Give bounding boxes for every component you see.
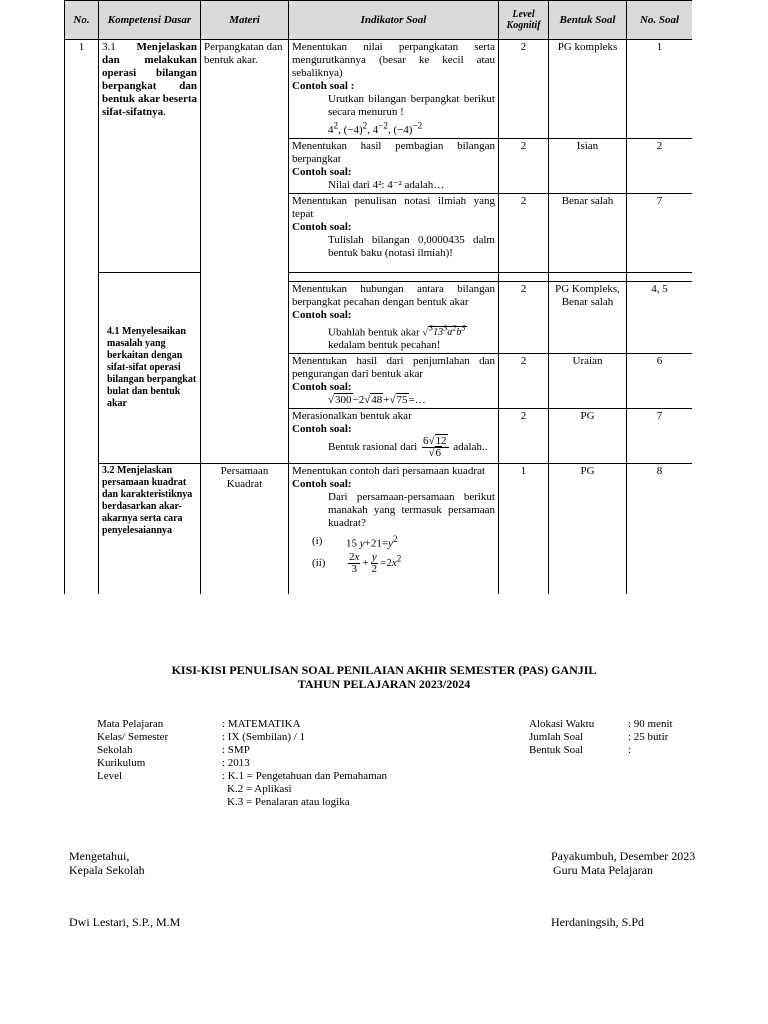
indikator-2: Menentukan hasil pembagian bilangan berpangkat [292,140,495,165]
kd-4-1-cell [99,273,201,464]
nosoal-2: 2 [627,139,693,194]
table-header-row [65,1,693,40]
signature-right-line-2: Guru Mata Pelajaran [553,863,653,877]
signature-left-line-2: Kepala Sekolah [69,863,145,877]
bentuk-2: Isian [549,139,627,194]
soal-6-pre: Bentuk rasional dari [328,441,418,454]
level-7: 1 [499,464,549,594]
contoh-soal-label-4: Contoh soal: [292,309,352,321]
level-1: 2 [499,40,549,139]
option-1-label: (i) [312,534,323,547]
materi-1: Perpangkatan dan bentuk akar. [204,41,283,66]
info-label: Jumlah Soal [529,731,584,743]
signature-right-line-1: Payakumbuh, Desember 2023 [551,849,696,863]
kd-4-1: 4.1 Menyelesaikan masalah yang berkaitan dengan sifat-sifat operasi bilangan berpangkat bulat dan bentuk akar [107,326,197,410]
spacer-cell [549,273,627,282]
materi-1-cell [201,40,289,464]
contoh-soal-label-2: Contoh soal: [292,166,352,178]
document-title-line-1: KISI-KISI PENULISAN SOAL PENILAIAN AKHIR SEMESTER (PAS) GANJIL [171,663,597,677]
header-materi: Materi [201,1,289,40]
soal-7-option-2 [312,552,495,574]
signature-left-line-1: Mengetahui, [69,849,130,863]
soal-4-pre: Ubahlah bentuk akar [328,326,420,339]
soal-1-text: Urutkan bilangan berpangkat berikut secara menurun ! [328,93,495,118]
bentuk-5: Uraian [549,354,627,409]
indikator-cell-4 [289,282,499,354]
signature-left-block [69,849,145,877]
kd-3-2-cell [99,464,201,594]
info-label: Level [97,770,123,782]
info-label: Sekolah [97,744,133,756]
kd-3-1-number: 3.1 [102,41,116,53]
header-kompetensi-dasar: Kompetensi Dasar [99,1,201,40]
indikator-5: Menentukan hasil dari penjumlahan dan pengurangan dari bentuk akar [292,355,495,381]
table-row [65,40,693,139]
nosoal-6: 7 [627,409,693,464]
info-label: Kelas/ Semester [97,731,169,743]
indikator-cell-3 [289,194,499,273]
signature-right-block [551,849,695,877]
indikator-6: Merasionalkan bentuk akar [292,410,412,423]
nosoal-3: 7 [627,194,693,273]
bentuk-1: PG kompleks [549,40,627,139]
soal-1-math: $4^2$, $(-4)^2$, $4^{-2}$, $(-4)^{-2}$ [328,120,423,136]
info-value: : 90 menit [628,718,673,730]
info-label: Bentuk Soal [529,744,584,756]
info-value: : IX (Sembilan) / 1 [222,731,306,743]
indikator-3: Menentukan penulisan notasi ilmiah yang tepat [292,195,495,220]
soal-4 [292,322,495,352]
soal-4-post: kedalam bentuk pecahan! [328,339,441,352]
kisi-kisi-table-wrapper [64,0,692,594]
nosoal-5: 6 [627,354,693,409]
table-row [65,464,693,594]
indikator-cell-5 [289,354,499,409]
option-1-math: 15 $y+21=y^2$ [346,533,398,550]
info-left-labels [97,718,168,783]
nosoal-1: 1 [627,40,693,139]
row-number: 1 [65,40,99,595]
info-value: : K.1 = Pengetahuan dan Pemahaman [222,770,388,782]
kisi-kisi-table [64,0,692,594]
level-6: 2 [499,409,549,464]
contoh-soal-label-6: Contoh soal: [292,423,352,436]
soal-6-fraction: $\frac{6√12}{√6}$ [422,435,447,460]
kd-3-1-text: Menjelaskan dan melakukan operasi bilangan berpangkat dan bentuk akar beserta sifat-sifatnya [102,41,197,118]
nosoal-7: 8 [627,464,693,594]
info-value: : [628,744,632,756]
table-spacer-row [65,273,693,282]
document-title-line-2: TAHUN PELAJARAN 2023/2024 [297,677,471,691]
level-5: 2 [499,354,549,409]
header-bentuk-soal: Bentuk Soal [549,1,627,40]
contoh-soal-label-7: Contoh soal: [292,478,352,491]
spacer-cell [289,273,499,282]
bentuk-4: PG Kompleks, Benar salah [549,282,627,354]
indikator-cell-6 [289,409,499,464]
materi-2: Persamaan Kuadrat [201,464,289,594]
kd-3-2-text: Menjelaskan persamaan kuadrat dan karakteristiknya berdasarkan akar-akarnya serta cara penyelesaiannya [102,465,193,537]
spacer-cell [499,273,549,282]
soal-7: Dari persamaan-persamaan berikut manakah yang termasuk persamaan kuadrat? [328,491,495,530]
info-left-values [222,718,387,809]
contoh-soal-label-5: Contoh soal: [292,381,352,394]
indikator-1: Menentukan nilai perpangkatan serta mengurutkannya (besar ke kecil atau sebaliknya) [292,41,495,79]
info-label: Alokasi Waktu [529,718,595,730]
indikator-4: Menentukan hubungan antara bilangan berpangkat pecahan dengan bentuk akar [292,283,495,308]
bentuk-6: PG [549,409,627,464]
info-value: : MATEMATIKA [222,718,301,730]
header-no-soal: No. Soal [627,1,693,40]
kd-3-2-number: 3.2 [102,465,115,477]
contoh-soal-label-3: Contoh soal: [292,221,352,233]
kd-3-1-cell [99,40,201,273]
info-right-labels [529,718,594,757]
soal-3: Tulislah bilangan 0,0000435 dalm bentuk baku (notasi ilmiah)! [328,234,495,259]
spacer-cell [627,273,693,282]
soal-2: Nilai dari 4²: 4⁻² adalah… [328,179,445,191]
level-extra: K.3 = Penalaran atau logika [227,796,350,808]
info-value: : SMP [222,744,250,756]
info-label: Mata Pelajaran [97,718,164,730]
header-no: No. [65,1,99,40]
indikator-cell-2 [289,139,499,194]
contoh-soal-label-1: Contoh soal : [292,80,355,92]
indikator-cell-7 [289,464,499,594]
soal-6 [292,436,495,459]
level-2: 2 [499,139,549,194]
kd-3-2 [102,465,197,537]
header-level-kognitif: Level Kognitif [499,1,549,40]
option-2-math: $\frac{2x}{3}$ + $\frac{y}{2}$ $=2x^2$ [349,550,402,575]
option-2-label: (ii) [312,556,326,569]
info-right-values [628,718,673,757]
level-extra: K.2 = Aplikasi [227,783,292,795]
principal-name: Dwi Lestari, S.P., M.M [69,915,181,929]
header-indikator-soal: Indikator Soal [289,1,499,40]
soal-6-post: adalah.. [453,441,488,454]
soal-7-option-1 [312,530,495,552]
bentuk-7: PG [549,464,627,594]
info-value: : 25 butir [628,731,669,743]
soal-4-radical: $√^313^3a^2b^3$ [422,324,466,339]
info-value: : 2013 [222,757,250,769]
soal-5-math: √300−2√48+√75=… [328,394,426,407]
indikator-7: Menentukan contoh dari persamaan kuadrat [292,465,486,478]
teacher-name: Herdaningsih, S.Pd [551,915,644,929]
indikator-cell-1 [289,40,499,139]
nosoal-4: 4, 5 [627,282,693,354]
info-label: Kurikulum [97,757,146,769]
soal-1 [292,93,495,137]
kd-3-1: 3.1 Menjelaskan dan melakukan operasi bilangan berpangkat dan bentuk akar beserta sifat-sifatnya. [102,41,197,118]
level-4: 2 [499,282,549,354]
level-3: 2 [499,194,549,273]
bentuk-3: Benar salah [549,194,627,273]
